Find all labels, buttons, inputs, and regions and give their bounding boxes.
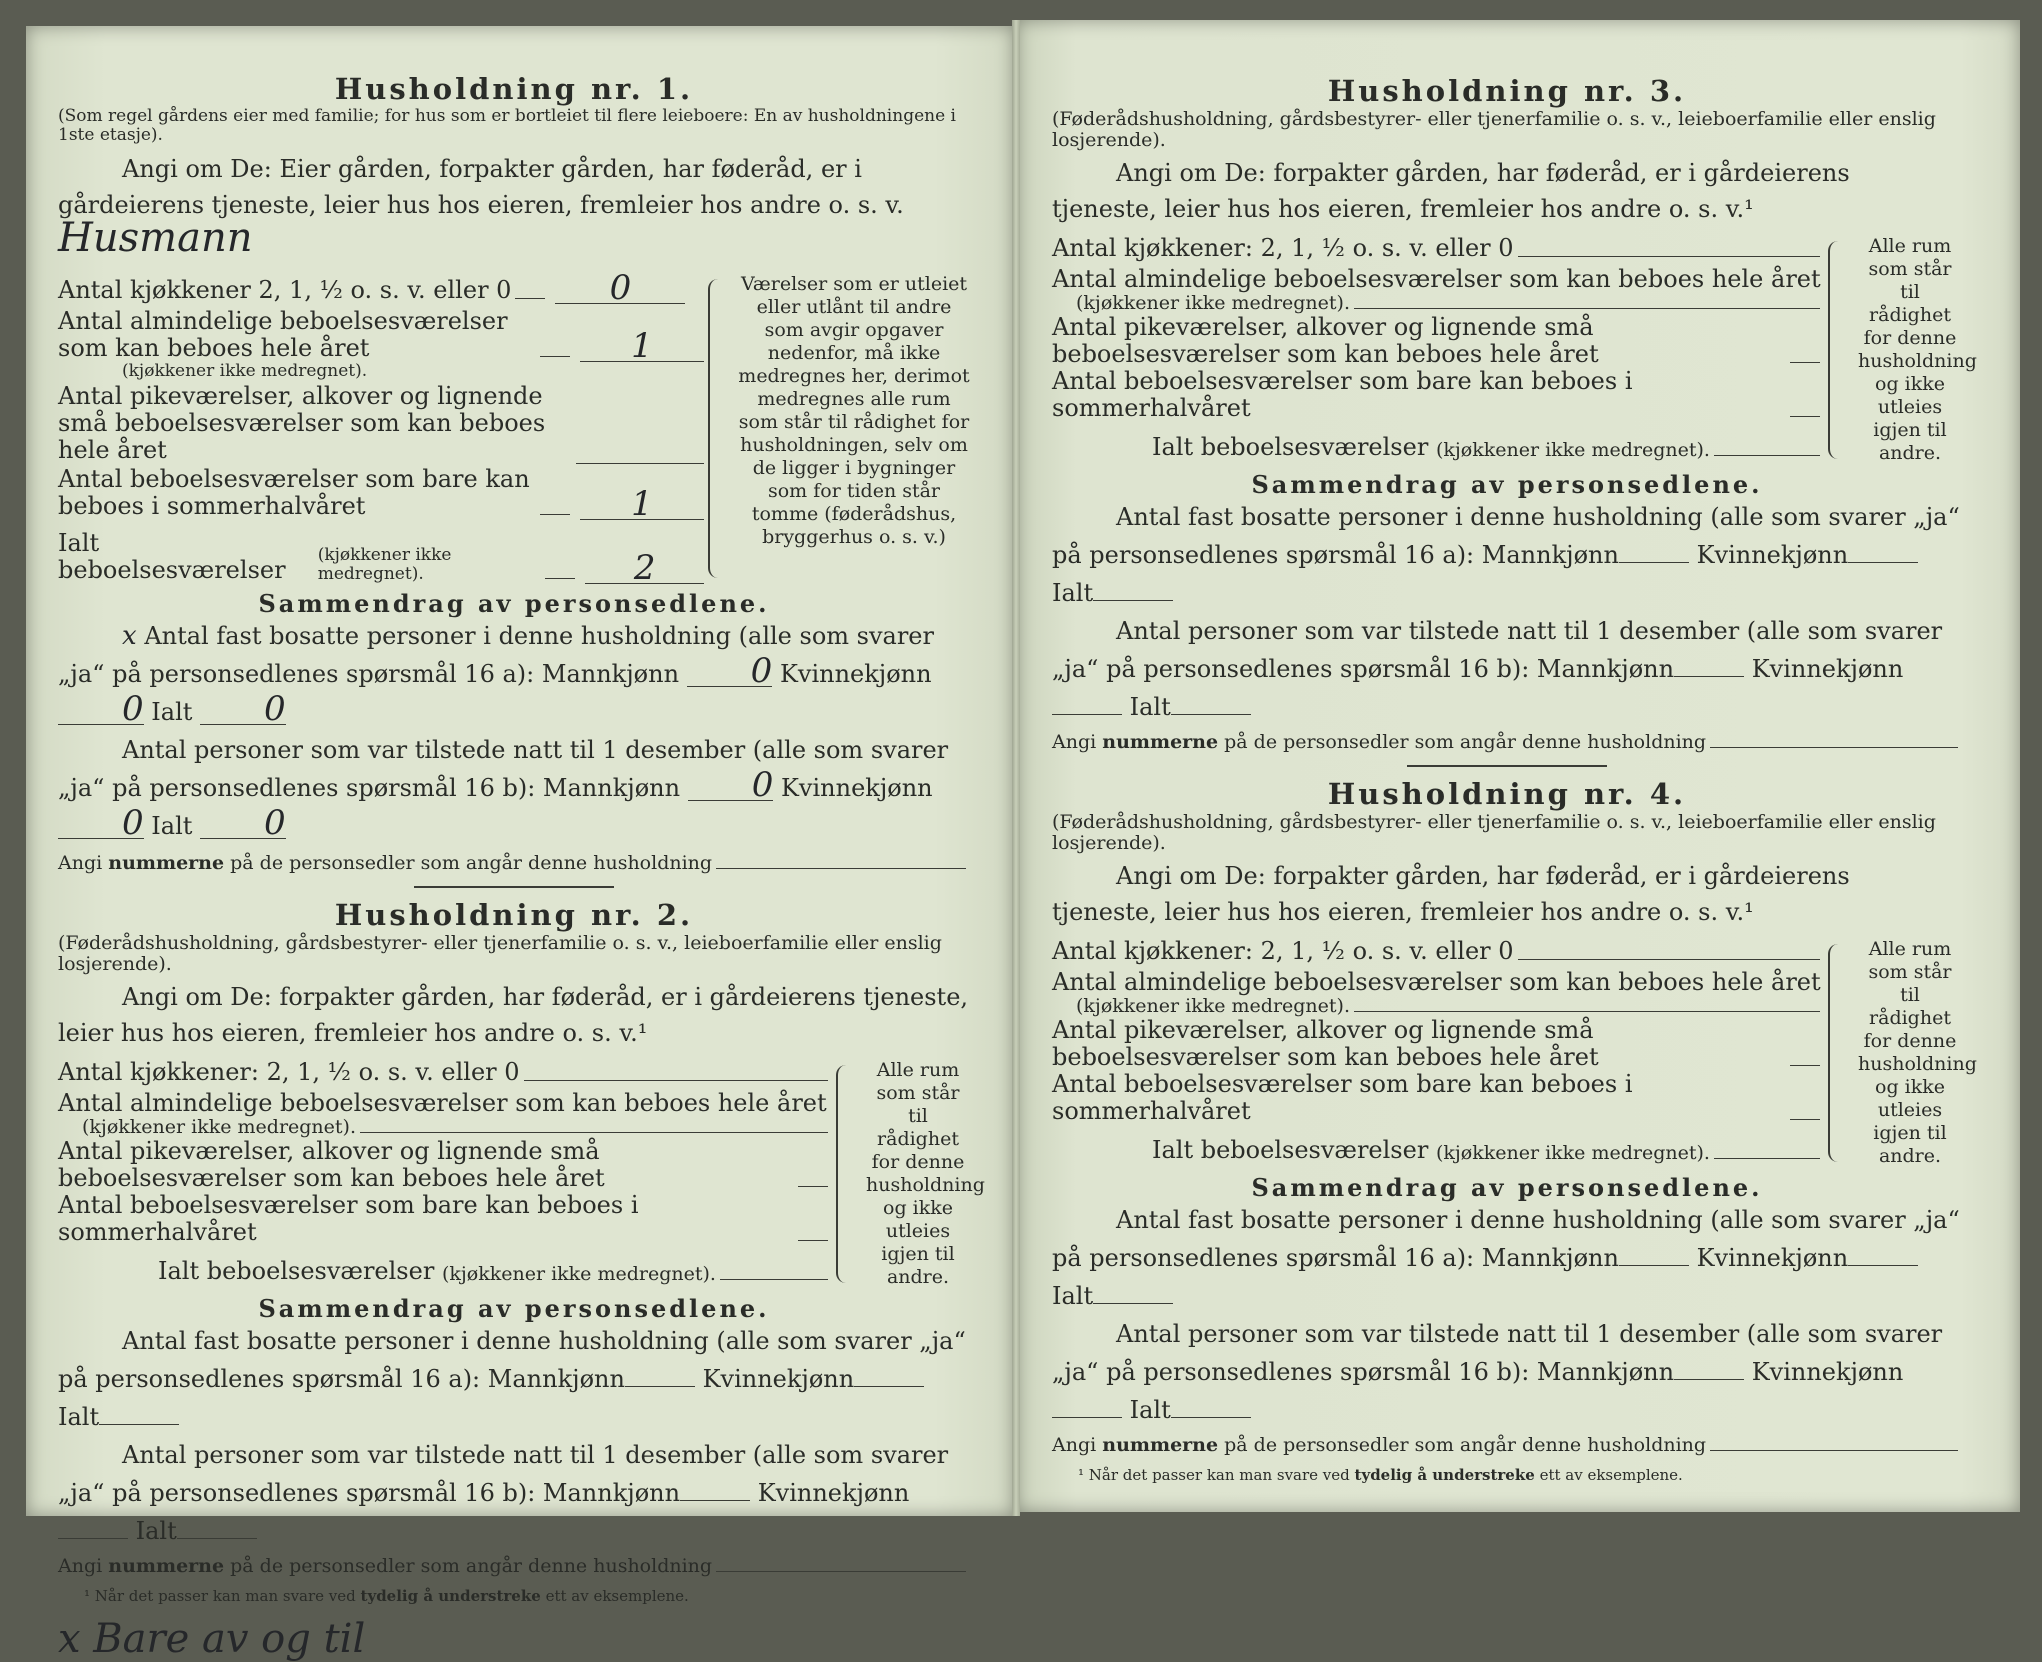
h1-sommer-label: Antal beboelsesværelser som bare kan beboes i sommerhalvåret: [58, 465, 530, 520]
h3-alm-sub: (kjøkkener ikke medregnet).: [1076, 292, 1350, 314]
h2-summary-b: [58, 1436, 970, 1550]
h1-fast-text: Antal fast bosatte personer i denne husholdning (alle som svarer „ja“ på personsedlenes spørsmål 16 a):: [58, 622, 934, 688]
h1-a-ialt-label: Ialt: [151, 698, 193, 726]
h1-summary-a: [58, 617, 970, 731]
handwritten-footer: x Bare av og til: [58, 1616, 366, 1662]
h2-ialt-row: [158, 1258, 832, 1285]
h2-nummer-row: [58, 1556, 970, 1577]
h4-fast-text: Antal fast bosatte personer i denne husholdning (alle som svarer „ja“ på personsedlenes spørsmål 16 a):: [1052, 1206, 1960, 1272]
h4-summary-title: Sammendrag av personsedlene.: [1251, 1173, 1763, 1202]
h2-nummer-post: på de personsedler som angår denne husholdning: [230, 1555, 713, 1577]
household-1-angi: [58, 151, 970, 261]
right-footnote: [1078, 1462, 1962, 1489]
h1-a-mann-label: Mannkjønn: [541, 660, 680, 688]
h2-alm-sub-row: [82, 1117, 832, 1138]
h3-b-kvinne-label: Kvinnekjønn: [1751, 655, 1904, 683]
h1-pike-row: [58, 383, 704, 464]
h3-fast-text: Antal fast bosatte personer i denne husholdning (alle som svarer „ja“ på personsedlenes spørsmål 16 a):: [1052, 503, 1960, 569]
h1-ialt-value: 2: [585, 553, 704, 584]
h2-ialt-label: Ialt beboelsesværelser: [158, 1257, 435, 1285]
h4-sommer-row: [1052, 1071, 1824, 1125]
h1-nummer-bold: nummerne: [108, 852, 225, 874]
left-footnote-pre: ¹ Når det passer kan man svare ved: [84, 1587, 356, 1605]
h1-brace: [708, 279, 732, 578]
h1-ialt-sub: (kjøkkener ikke medregnet).: [317, 545, 452, 584]
h2-kjokkener-label: Antal kjøkkener: 2, 1, ½ o. s. v. eller 0: [58, 1058, 520, 1086]
h1-kjokkener-label: Antal kjøkkener 2, 1, ½ o. s. v. eller 0: [58, 276, 512, 304]
h2-nummer-pre: Angi: [58, 1555, 103, 1577]
h3-tilstede-text: Antal personer som var tilstede natt til 1 desember (alle som svarer „ja“ på personsedlenes spørsmål 16 b):: [1052, 617, 1943, 683]
h1-a-mann-value: 0: [687, 656, 773, 687]
h4-b-mann-label: Mannkjønn: [1536, 1358, 1675, 1386]
h1-a-kvinne-label: Kvinnekjønn: [779, 660, 932, 688]
h3-brace: [1828, 241, 1852, 459]
household-4-note: (Føderådshusholdning, gårdsbestyrer- eller tjenerfamilie o. s. v., leieboerfamilie eller enslig losjerende).: [1052, 811, 1936, 854]
left-footnote: [84, 1583, 970, 1610]
h4-summary-a: [1052, 1201, 1962, 1315]
household-2-title: Husholdning nr. 2.: [334, 898, 694, 932]
h4-ialt-row: [1152, 1137, 1824, 1164]
h3-sommer-label: Antal beboelsesværelser som bare kan beboes i sommerhalvåret: [1052, 367, 1633, 422]
h1-side-note: Værelser som er utleiet eller utlånt til andre som avgir opgaver nedenfor, må ikke medregnes her, derimot medregnes alle rum som står til rådighet for husholdningen, selv om de ligger i bygninger som for tiden står tomme (føderådshus, bryggerhus o. s. v.): [738, 273, 970, 548]
h3-nummer-row: [1052, 732, 1962, 753]
h1-ialt-row: [58, 529, 704, 588]
left-column: [58, 72, 985, 1662]
h4-brace: [1828, 944, 1852, 1162]
household-2-angi: Angi om De: forpakter gården, har føderåd, er i gårdeierens tjeneste, leier hus hos eieren, fremleier hos andre o. s. v.¹: [58, 983, 969, 1047]
h2-ialt-sub: (kjøkkener ikke medregnet).: [441, 1263, 716, 1285]
h1-alm-row: [58, 307, 704, 366]
h3-alm-label: Antal almindelige beboelsesværelser som kan beboes hele året: [1052, 265, 1821, 293]
h1-a-ialt-value: 0: [200, 694, 286, 725]
h4-b-ialt-label: Ialt: [1129, 1396, 1171, 1424]
h1-ialt-label: Ialt beboelsesværelser: [58, 529, 286, 584]
h1-b-ialt-value: 0: [200, 808, 286, 839]
h4-pike-row: [1052, 1017, 1824, 1071]
h2-sommer-row: [58, 1192, 832, 1246]
h4-side-note: Alle rum som står til rådighet for denne husholdning og ikke utleies igjen til andre.: [1858, 938, 1977, 1167]
right-footnote-pre: ¹ Når det passer kan man svare ved: [1078, 1466, 1350, 1484]
household-1-rooms: [58, 268, 970, 588]
h4-a-mann-label: Mannkjønn: [1481, 1244, 1619, 1272]
household-1-title: Husholdning nr. 1.: [334, 72, 694, 106]
h4-a-ialt-label: Ialt: [1052, 1282, 1094, 1310]
h4-kjokkener-row: [1052, 938, 1824, 965]
h1-b-mann-label: Mannkjønn: [542, 774, 681, 802]
household-4-room-lines: [1052, 938, 1824, 1168]
household-4-rooms: [1052, 937, 1977, 1168]
h1-pike-value: [576, 463, 704, 464]
h2-nummer-bold: nummerne: [108, 1555, 225, 1577]
h3-separator: [1407, 765, 1607, 767]
h2-summary-a: [58, 1322, 970, 1436]
household-3-note: (Føderådshusholdning, gårdsbestyrer- eller tjenerfamilie o. s. v., leieboerfamilie eller enslig losjerende).: [1052, 108, 1936, 151]
h3-b-ialt-label: Ialt: [1129, 693, 1171, 721]
h3-side-note: Alle rum som står til rådighet for denne husholdning og ikke utleies igjen til andre.: [1858, 235, 1977, 464]
h1-pike-label: Antal pikeværelser, alkover og lignende små beboelsesværelser som kan beboes hele året: [58, 382, 546, 464]
household-4-angi: Angi om De: forpakter gården, har føderåd, er i gårdeierens tjeneste, leier hus hos eieren, fremleier hos andre o. s. v.¹: [1052, 862, 1850, 926]
h2-alm-label: Antal almindelige beboelsesværelser som kan beboes hele året: [58, 1089, 827, 1117]
h4-a-kvinne-label: Kvinnekjønn: [1696, 1244, 1849, 1272]
h4-kjokkener-label: Antal kjøkkener: 2, 1, ½ o. s. v. eller 0: [1052, 937, 1514, 965]
h3-summary-title: Sammendrag av personsedlene.: [1251, 470, 1763, 499]
right-column: [1052, 74, 1977, 1489]
h3-kjokkener-label: Antal kjøkkener: 2, 1, ½ o. s. v. eller 0: [1052, 234, 1514, 262]
h1-separator: [414, 886, 614, 888]
h4-ialt-sub: (kjøkkener ikke medregnet).: [1435, 1142, 1710, 1164]
h2-a-mann-label: Mannkjønn: [487, 1365, 625, 1393]
h2-a-kvinne-label: Kvinnekjønn: [702, 1365, 855, 1393]
h2-summary-title: Sammendrag av personsedlene.: [258, 1294, 770, 1323]
h2-b-mann-label: Mannkjønn: [542, 1479, 681, 1507]
h2-b-kvinne-label: Kvinnekjønn: [757, 1479, 910, 1507]
h4-ialt-label: Ialt beboelsesværelser: [1152, 1136, 1429, 1164]
h1-alm-value: 1: [580, 331, 704, 362]
h1-alm-label: Antal almindelige beboelsesværelser som kan beboes hele året: [58, 307, 508, 362]
h3-pike-label: Antal pikeværelser, alkover og lignende små beboelsesværelser som kan beboes hele året: [1052, 313, 1599, 368]
household-1-angi-value: Husmann: [58, 215, 253, 261]
h2-tilstede-text: Antal personer som var tilstede natt til 1 desember (alle som svarer „ja“ på personsedlenes spørsmål 16 b):: [58, 1441, 949, 1507]
h2-kjokkener-row: [58, 1059, 832, 1086]
household-4-title: Husholdning nr. 4.: [1327, 777, 1687, 811]
h1-a-kvinne-value: 0: [58, 694, 144, 725]
h3-a-kvinne-label: Kvinnekjønn: [1696, 541, 1849, 569]
h1-sommer-row: [58, 465, 704, 524]
h4-nummer-pre: Angi: [1052, 1434, 1097, 1456]
h4-nummer-row: [1052, 1435, 1962, 1456]
h4-alm-sub-row: [1076, 996, 1824, 1017]
h4-tilstede-text: Antal personer som var tilstede natt til 1 desember (alle som svarer „ja“ på personsedlenes spørsmål 16 b):: [1052, 1320, 1943, 1386]
h3-nummer-pre: Angi: [1052, 731, 1097, 753]
h3-nummer-post: på de personsedler som angår denne husholdning: [1224, 731, 1707, 753]
h4-summary-b: [1052, 1315, 1962, 1429]
household-1-room-lines: [58, 268, 704, 588]
h3-ialt-sub: (kjøkkener ikke medregnet).: [1435, 439, 1710, 461]
h3-pike-row: [1052, 314, 1824, 368]
household-1-note: (Som regel gårdens eier med familie; for hus som er bortleiet til flere leieboere: En av husholdningene i 1ste etasje).: [58, 106, 956, 145]
h1-nummer-post: på de personsedler som angår denne husholdning: [230, 852, 713, 874]
h1-summary-title: Sammendrag av personsedlene.: [258, 589, 770, 618]
h4-sommer-label: Antal beboelsesværelser som bare kan beboes i sommerhalvåret: [1052, 1070, 1633, 1125]
h1-sommer-value: 1: [580, 489, 704, 520]
h4-pike-label: Antal pikeværelser, alkover og lignende små beboelsesværelser som kan beboes hele året: [1052, 1016, 1599, 1071]
h2-sommer-label: Antal beboelsesværelser som bare kan beboes i sommerhalvåret: [58, 1191, 639, 1246]
h2-pike-row: [58, 1138, 832, 1192]
h3-ialt-row: [1152, 434, 1824, 461]
h3-ialt-label: Ialt beboelsesværelser: [1152, 433, 1429, 461]
h3-a-mann-label: Mannkjønn: [1481, 541, 1619, 569]
h3-summary-b: [1052, 612, 1962, 726]
h2-fast-text: Antal fast bosatte personer i denne husholdning (alle som svarer „ja“ på personsedlenes spørsmål 16 a):: [58, 1327, 966, 1393]
household-3-rooms: [1052, 234, 1977, 465]
h1-nummer-pre: Angi: [58, 852, 103, 874]
household-2-room-lines: [58, 1059, 832, 1289]
h4-nummer-post: på de personsedler som angår denne husholdning: [1224, 1434, 1707, 1456]
household-2-rooms: [58, 1058, 985, 1289]
h1-summary-b: [58, 731, 970, 845]
page-fold: [1012, 20, 1020, 1516]
household-2-note: (Føderådshusholdning, gårdsbestyrer- eller tjenerfamilie o. s. v., leieboerfamilie eller enslig losjerende).: [58, 932, 942, 975]
h3-kjokkener-row: [1052, 235, 1824, 262]
h4-alm-label: Antal almindelige beboelsesværelser som kan beboes hele året: [1052, 968, 1821, 996]
household-3-room-lines: [1052, 235, 1824, 465]
h2-side-note: Alle rum som står til rådighet for denne husholdning og ikke utleies igjen til andre.: [866, 1059, 985, 1288]
h1-nummer-row: [58, 853, 970, 874]
h4-nummer-bold: nummerne: [1102, 1434, 1219, 1456]
h3-summary-a: [1052, 498, 1962, 612]
h1-b-mann-value: 0: [688, 770, 774, 801]
h2-alm-sub: (kjøkkener ikke medregnet).: [82, 1116, 356, 1138]
h3-b-mann-label: Mannkjønn: [1536, 655, 1675, 683]
h1-tilstede-text: Antal personer som var tilstede natt til 1 desember (alle som svarer „ja“ på personsedlenes spørsmål 16 b):: [58, 736, 949, 802]
h1-kjokkener-value: 0: [555, 273, 685, 304]
h4-alm-sub: (kjøkkener ikke medregnet).: [1076, 995, 1350, 1017]
h3-a-ialt-label: Ialt: [1052, 579, 1094, 607]
h1-b-ialt-label: Ialt: [151, 812, 193, 840]
h3-sommer-row: [1052, 368, 1824, 422]
right-footnote-bold: tydelig å understreke: [1354, 1466, 1535, 1484]
h1-b-kvinne-label: Kvinnekjønn: [781, 774, 933, 802]
household-1-angi-text: Angi om De: Eier gården, forpakter gården, har føderåd, er i gårdeierens tjeneste, leier hus hos eieren, fremleier hos andre o. s. v.: [58, 155, 904, 219]
left-footnote-post: ett av eksemplene.: [545, 1587, 689, 1605]
h2-a-ialt-label: Ialt: [58, 1403, 100, 1431]
h1-b-kvinne-value: 0: [58, 808, 144, 839]
h2-b-ialt-label: Ialt: [135, 1517, 177, 1545]
h3-nummer-bold: nummerne: [1102, 731, 1219, 753]
h1-mark: x: [122, 621, 137, 651]
h3-alm-sub-row: [1076, 293, 1824, 314]
h1-kjokkener-row: [58, 268, 704, 308]
right-footnote-post: ett av eksemplene.: [1539, 1466, 1683, 1484]
h2-brace: [836, 1065, 860, 1283]
h4-b-kvinne-label: Kvinnekjønn: [1751, 1358, 1904, 1386]
h2-pike-label: Antal pikeværelser, alkover og lignende små beboelsesværelser som kan beboes hele året: [58, 1137, 605, 1192]
household-3-title: Husholdning nr. 3.: [1327, 74, 1687, 108]
h1-alm-sub: (kjøkkener ikke medregnet).: [122, 361, 368, 381]
left-footnote-bold: tydelig å understreke: [360, 1587, 541, 1605]
household-3-angi: Angi om De: forpakter gården, har føderåd, er i gårdeierens tjeneste, leier hus hos eieren, fremleier hos andre o. s. v.¹: [1052, 159, 1850, 223]
